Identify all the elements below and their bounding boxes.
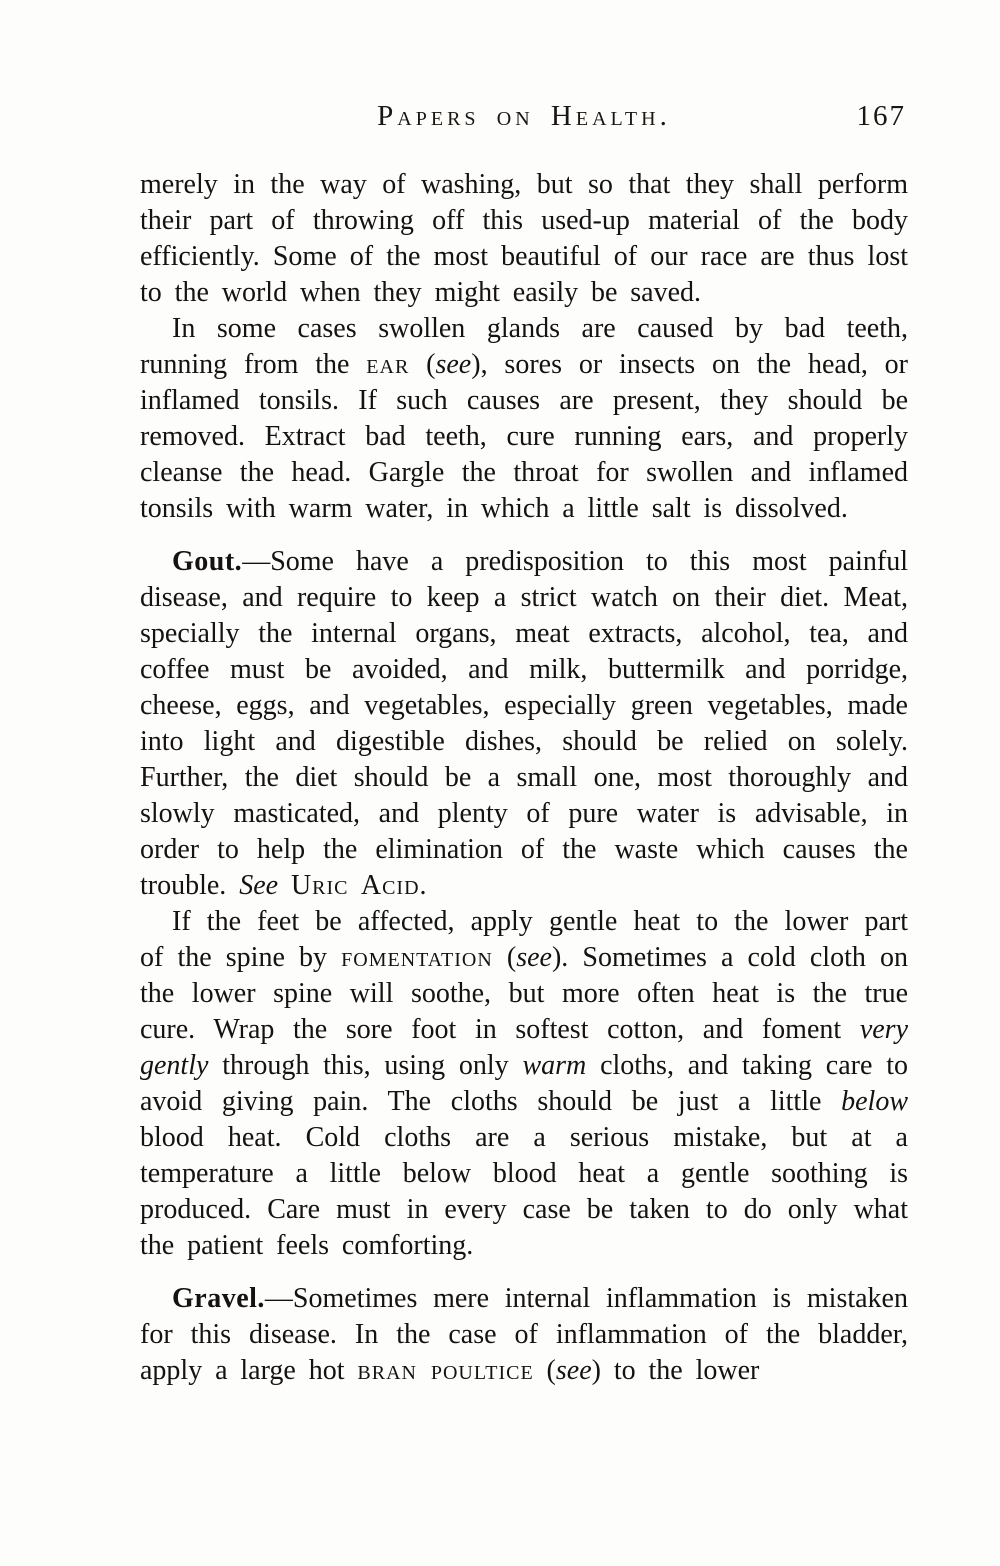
text-run: merely in the way of washing, but so that they shall perform their part of throwing off this used-up material of the body efficiently. Some of the most beautiful of our race are thus lost to the world when they might easily be saved. <box>140 169 908 308</box>
text-run: ear <box>366 349 410 380</box>
paragraph-gout <box>140 544 908 904</box>
running-head <box>140 100 908 134</box>
text-run: see <box>516 942 552 973</box>
text-run: Gout. <box>172 546 243 577</box>
text-run: see <box>555 1355 592 1386</box>
text-run: In some cases swollen glands are caused by bad teeth, running from the <box>140 313 908 380</box>
text-run: fomentation <box>341 942 493 973</box>
page-number: 167 <box>856 100 906 132</box>
text-run: warm <box>522 1050 587 1081</box>
text-run <box>278 870 291 901</box>
paragraph-swollen-glands <box>140 311 908 527</box>
text-run: If the feet be affected, apply gentle heat to the lower part of the spine by <box>140 906 908 973</box>
text-run: bran poultice <box>357 1355 534 1386</box>
text-run: very gently <box>140 1014 908 1081</box>
paragraph-gout-feet <box>140 904 908 1264</box>
text-run: See <box>239 870 279 901</box>
text-run: ), sores or insects on the head, or inflamed tonsils. If such causes are present, they should be removed. Extract bad teeth, cure running ears, and properly cleanse the head. Gargle the throat for swollen and inflamed tonsils with warm water, in which a little salt is dissolved. <box>140 349 908 524</box>
paragraph-washing-continuation <box>140 167 908 311</box>
text-run: ( <box>492 942 517 973</box>
page-title: Papers on Health. <box>377 100 671 132</box>
text-run: cloths, and taking care to avoid giving pain. The cloths should be just a little <box>140 1050 908 1117</box>
paragraph-gravel <box>140 1281 908 1389</box>
text-run: through this, using only <box>208 1050 523 1081</box>
text-run: Gravel. <box>172 1283 265 1314</box>
text-run: ) to the lower <box>591 1355 760 1386</box>
page-content <box>140 100 908 1389</box>
text-run: see <box>435 349 472 380</box>
text-run: —Sometimes mere internal inflammation is mistaken for this disease. In the case of inflammation of the bladder, apply a large hot <box>140 1283 908 1386</box>
text-run: —Some have a predisposition to this most painful disease, and require to keep a strict watch on their diet. Meat, specially the internal organs, meat extracts, alcohol, tea, and coffee must be avoided, and milk, buttermilk and porridge, cheese, eggs, and vegetables, especially green vegetables, made into light and digestible dishes, should be relied on solely. Further, the diet should be a small one, most thoroughly and slowly masticated, and plenty of pure water is advisable, in order to help the elimination of the waste which causes the trouble. <box>140 546 908 901</box>
text-run: ( <box>533 1355 556 1386</box>
text-run: below <box>841 1086 908 1117</box>
text-run: Uric Acid <box>290 870 420 901</box>
page-body <box>140 167 908 1389</box>
text-run: . <box>419 870 427 901</box>
text-run: ( <box>409 349 436 380</box>
text-run: blood heat. Cold cloths are a serious mistake, but at a temperature a little below blood heat a gentle soothing is produced. Care must in every case be taken to do only what the patient feels comforting. <box>140 1122 908 1261</box>
text-run: ). Sometimes a cold cloth on the lower spine will soothe, but more often heat is the true cure. Wrap the sore foot in softest cotton, and foment <box>140 942 908 1045</box>
